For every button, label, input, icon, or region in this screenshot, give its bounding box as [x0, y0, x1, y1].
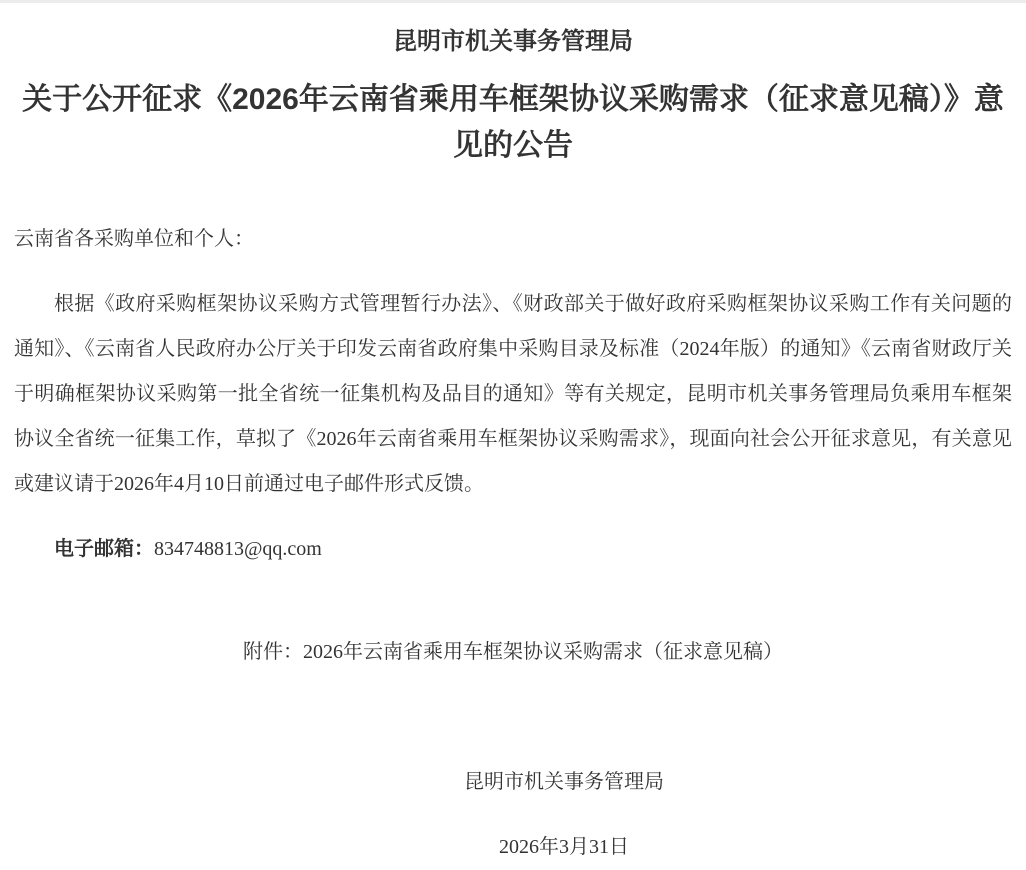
notice-title: 关于公开征求《2026年云南省乘用车框架协议采购需求（征求意见稿）》意见的公告: [22, 83, 1004, 162]
salutation: 云南省各采购单位和个人：: [14, 228, 254, 250]
org-title: 昆明市机关事务管理局: [393, 28, 633, 55]
email-label: 电子邮箱：: [54, 538, 154, 560]
email-line: [14, 527, 1012, 572]
document-content: [0, 27, 1026, 870]
signature: 昆明市机关事务管理局: [464, 771, 664, 793]
attachment-line: 附件：2026年云南省乘用车框架协议采购需求（征求意见稿）: [243, 641, 783, 663]
date: 2026年3月31日: [499, 836, 629, 858]
body-paragraph: 根据《政府采购框架协议采购方式管理暂行办法》、《财政部关于做好政府采购框架协议采购工作有关问题的通知》、《云南省人民政府办公厅关于印发云南省政府集中采购目录及标准（2024年版）的通知》《云南省财政厅关于明确框架协议采购第一批全省统一征集机构及品目的通知》等有关规定，昆明市机关事务管理局负乘用车框架协议全省统一征集工作，草拟了《2026年云南省乘用车框架协议采购需求》，现面向社会公开征求意见，有关意见或建议请于2026年4月10日前通过电子邮件形式反馈。: [14, 293, 1012, 495]
email-address: 834748813@qq.com: [154, 538, 322, 560]
